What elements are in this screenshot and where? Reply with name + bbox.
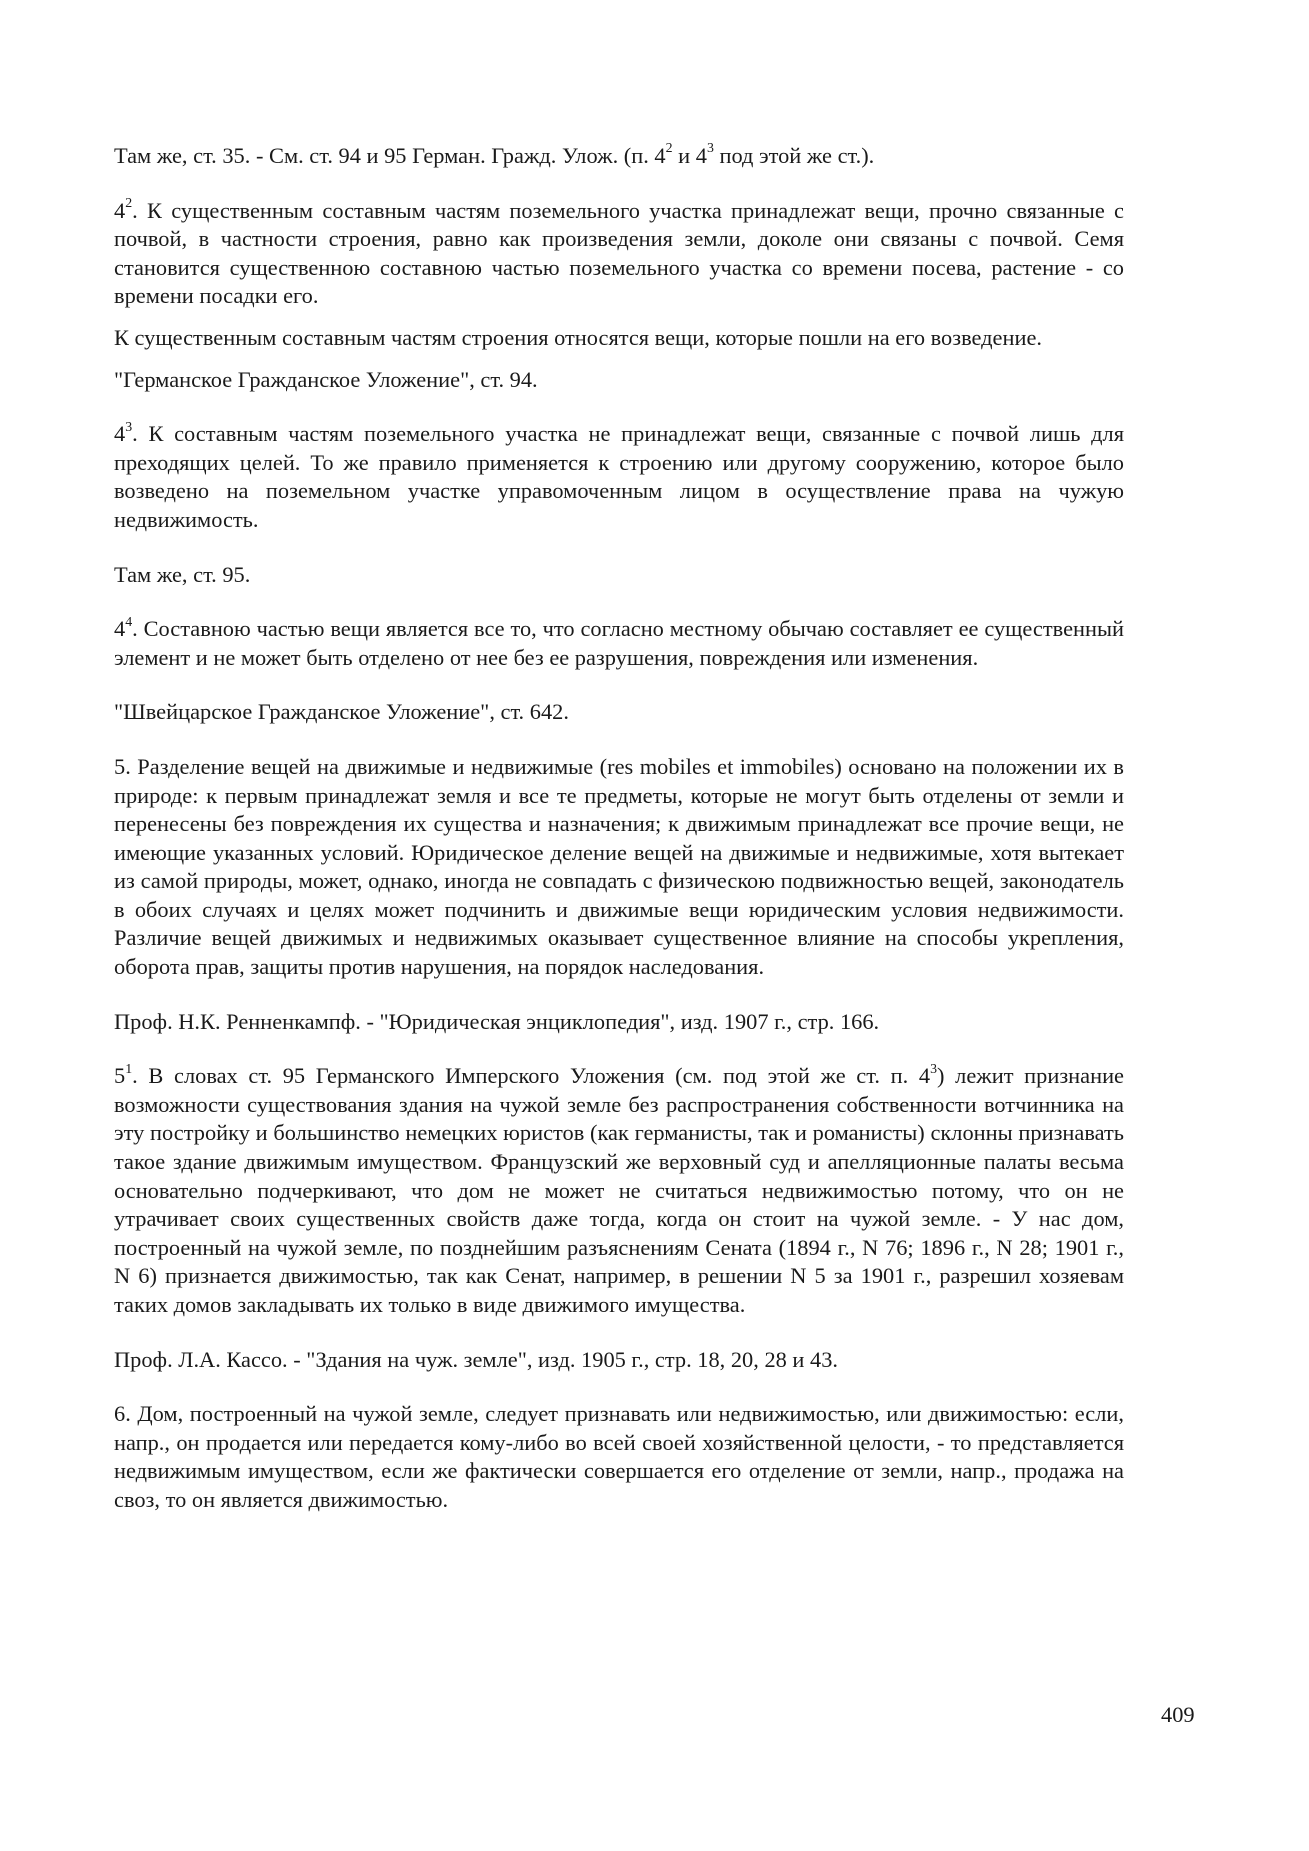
paragraph-5: 5. Разделение вещей на движимые и недвижимые (res mobiles et immobiles) основано на положении их в природе: к первым принадлежат земля и все те предметы, которые не могут быть отделены от земли и перенесены без повреждения их существа и назначения; к движимым принадлежат все прочие вещи, не имеющие указанных условий. Юридическое деление вещей на движимые и недвижимые, хотя вытекает из самой природы, может, однако, иногда не совпадать с физическою подвижностью вещей, законодатель в обоих случаях и целях может подчинить и движимые вещи юридическим условия недвижимости. Различие вещей движимых и недвижимых оказывает существенное влияние на способы укрепления, оборота прав, защиты против нарушения, на порядок наследования. — [114, 753, 1124, 980]
citation-4: "Швейцарское Гражданское Уложение", ст. 642. — [114, 699, 569, 725]
paragraph-4-2-continuation: К существенным составным частям строения относятся вещи, которые пошли на его возведение. — [114, 324, 1042, 350]
document-page — [114, 142, 1124, 1528]
superscript: 3 — [930, 1061, 938, 1077]
paragraph-5-1: $5^1$. В словах ст. 95 Германского Имперского Уложения (см. под этой же ст. п. $4^3$) лежит признание возможности существования здания на чужой земле без распространения собственности вотчинника на эту постройку и большинство немецких юристов (как германисты, так и романисты) склонны признавать такое здание движимым имуществом. Французский же верховный суд и апелляционные палаты весьма основательно подчеркивают, что дом не может не считаться недвижимостью потому, что он не утрачивает своих существенных свойств даже тогда, когда он стоит на чужой земле. - У нас дом, построенный на чужой земле, по позднейшим разъяснениям Сената (1894 г., N 76; 1896 г., N 28; 1901 г., N 6) признается движимостью, так как Сенат, например, в решении N 5 за 1901 г., разрешил хозяевам таких домов закладывать их только в виде движимого имущества. — [114, 1061, 1124, 1317]
citation-6: Проф. Л.А. Кассо. - "Здания на чуж. земле", изд. 1905 г., стр. 18, 20, 28 и 43. — [114, 1346, 838, 1372]
citation-1: Там же, ст. 35. - См. ст. 94 и 95 Герман. Гражд. Улож. (п. $4^2$ и $4^3$ под этой же ст.). — [114, 141, 875, 168]
paragraph-4-4: $4^4$. Составною частью вещи является все то, что согласно местному обычаю составляет ее существенный элемент и не может быть отделено от нее без ее разрушения, повреждения или изменения. — [114, 614, 1124, 670]
paragraph-4-3: $4^3$. К составным частям поземельного участка не принадлежат вещи, связанные с почвой лишь для преходящих целей. То же правило применяется к строению или другому сооружению, которое было возведено на поземельном участке управомоченным лицом в осуществление права на чужую недвижимость. — [114, 419, 1124, 532]
superscript: 2 — [665, 141, 673, 157]
superscript: 4 — [125, 614, 133, 630]
superscript: 3 — [706, 141, 714, 157]
superscript: 1 — [125, 1061, 133, 1077]
citation-2: "Германское Гражданское Уложение", ст. 94. — [114, 366, 538, 392]
citation-5: Проф. Н.К. Ренненкампф. - "Юридическая энциклопедия", изд. 1907 г., стр. 166. — [114, 1008, 880, 1034]
citation-3: Там же, ст. 95. — [114, 561, 251, 587]
paragraph-4-2: $4^2$. К существенным составным частям поземельного участка принадлежат вещи, прочно связанные с почвой, в частности строения, равно как произведения земли, доколе они связаны с почвой. Семя становится существенною составною частью поземельного участка со времени посева, растение - со времени посадки его. — [114, 196, 1124, 309]
page-number: 409 — [1161, 1702, 1195, 1727]
superscript: 3 — [125, 419, 133, 435]
superscript: 2 — [125, 196, 133, 212]
paragraph-6: 6. Дом, построенный на чужой земле, следует признавать или недвижимостью, или движимостью: если, напр., он продается или передается кому-либо во всей своей хозяйственной целости, - то представляется недвижимым имуществом, если же фактически совершается его отделение от земли, напр., продажа на своз, то он является движимостью. — [114, 1401, 1124, 1512]
